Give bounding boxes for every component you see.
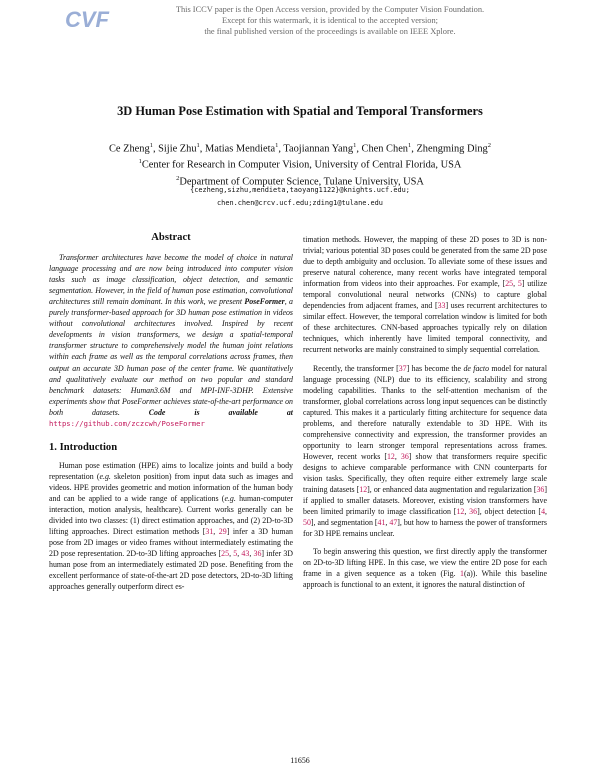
citation-link[interactable]: 41 bbox=[377, 518, 386, 528]
citation-link[interactable]: 47 bbox=[389, 518, 398, 528]
author-affiliation-mark: 1 bbox=[196, 142, 200, 149]
separator: , bbox=[356, 143, 362, 155]
author-affiliation-mark: 1 bbox=[353, 142, 357, 149]
text: ], and segmentation [ bbox=[310, 518, 378, 528]
banner-line: This ICCV paper is the Open Access version, provided by the Computer Vision Foundation. bbox=[175, 5, 485, 14]
citation-link[interactable]: 4 bbox=[541, 507, 546, 517]
introduction-heading: 1. Introduction bbox=[49, 441, 118, 453]
citation-link[interactable]: 37 bbox=[398, 363, 407, 373]
author: Sijie Zhu bbox=[158, 143, 197, 155]
citation-link[interactable]: 12 bbox=[359, 485, 368, 495]
text: To begin answering this question, we first directly apply the transformer on 2D-to-3D lifting HPE. In this case, we view the entire 2D pose for each frame in a given sequence as a token (Fig. bbox=[303, 547, 547, 579]
text: ] infer 3D human pose from an intermediately estimated 2D pose. Benefiting from the excellent performance of state-of-the-art 2D pose detectors, 2D-to-3D lifting approaches generally outperform direct es- bbox=[49, 549, 294, 592]
email-line: chen.chen@crcv.ucf.edu;zding1@tulane.edu bbox=[217, 199, 383, 207]
author-list bbox=[0, 139, 600, 155]
citation-link[interactable]: 5 bbox=[233, 549, 238, 559]
text: , bbox=[229, 549, 234, 559]
abstract-part: , a purely transformer-based approach for 3D human pose estimation in videos without convolutional architectures involved. Inspired by recent developments in vision transformers, we design a spatial-temporal transformer structure to comprehensively model the human joint relations within each frame as well as the temporal correlations across frames, then output an accurate 3D human pose of the center frame. We quantitatively and qualitatively evaluate our method on two popular and standard benchmark datasets: Human3.6M and MPI-INF-3DHP. Extensive experiments show that PoseFormer achieves state-of-the-art performance on both datasets. bbox=[49, 297, 293, 417]
text: ] has become the bbox=[406, 363, 464, 373]
page-number: 11656 bbox=[290, 756, 310, 765]
text: ], but how to harness the power of transformers for 3D HPE remains unclear. bbox=[303, 518, 547, 539]
left-column bbox=[49, 232, 293, 592]
open-access-banner bbox=[130, 4, 530, 37]
text: model for natural language processing (NLP) due to its efficiency, scalability and strong modeling capabilities. Thanks to the self-attention mechanism of the transformer, global correlations across long input sequences can be distinctly captured. This makes it a particularly fitting architecture for sequence data problems, and therefore naturally extendable to 3D HPE. With its comprehensive connectivity and expression, the transformer provides an opportunity to learn stronger temporal representations across frames. However, recent works [ bbox=[303, 363, 548, 461]
separator: , bbox=[278, 143, 284, 155]
text: human-computer interaction, motion analysis, healthcare). Current works generally can be divided into two classes: (1) direct estimation approaches, and (2) 2D-to-3D lifting approaches. Direct estimation methods [ bbox=[49, 493, 294, 537]
citation-link[interactable]: 31 bbox=[205, 527, 214, 537]
text: , bbox=[545, 507, 547, 517]
text: ], or enhanced data augmentation and regularization [ bbox=[367, 485, 537, 495]
right-column bbox=[303, 234, 547, 590]
citation-link[interactable]: 36 bbox=[536, 485, 545, 495]
figure-link[interactable]: 1 bbox=[460, 569, 464, 579]
text: , bbox=[237, 549, 242, 559]
body-paragraph bbox=[303, 546, 547, 590]
text: , bbox=[385, 518, 390, 528]
text: ] if applied to smaller datasets. Moreover, existing vision transformers have been limited primarily to image classification [ bbox=[303, 485, 548, 517]
citation-link[interactable]: 50 bbox=[303, 518, 311, 528]
author-affiliation-mark: 1 bbox=[149, 142, 153, 149]
citation-link[interactable]: 33 bbox=[437, 301, 446, 311]
author: Matias Mendieta bbox=[204, 143, 276, 155]
paper-title: 3D Human Pose Estimation with Spatial and Temporal Transformers bbox=[117, 104, 483, 118]
method-name: PoseFormer bbox=[244, 297, 285, 307]
email-line: {cezheng,sizhu,mendieta,taoyang1122}@knights.ucf.edu; bbox=[190, 186, 410, 194]
citation-link[interactable]: 36 bbox=[253, 549, 262, 559]
author: Zhengming Ding bbox=[416, 143, 488, 155]
author-affiliation-mark: 1 bbox=[408, 142, 412, 149]
citation-link[interactable]: 12 bbox=[456, 507, 465, 517]
author: Chen Chen bbox=[361, 143, 408, 155]
svg-text:CVF: CVF bbox=[65, 7, 109, 31]
intro-paragraph bbox=[49, 460, 293, 593]
text: , bbox=[464, 507, 470, 517]
text: , bbox=[394, 451, 401, 461]
citation-link[interactable]: 36 bbox=[400, 451, 409, 461]
banner-line: Except for this watermark, it is identical to the accepted version; bbox=[221, 16, 439, 25]
affiliation-1 bbox=[0, 155, 600, 171]
text: Human pose estimation (HPE) aims to localize joints and build a body representation ( bbox=[49, 460, 293, 481]
separator: , bbox=[411, 143, 417, 155]
citation-link[interactable]: 25 bbox=[505, 279, 514, 289]
abstract-text bbox=[49, 252, 293, 429]
email-block bbox=[0, 184, 600, 210]
author: Taojiannan Yang bbox=[283, 143, 354, 155]
text: ] utilize temporal convolutional neural networks (CNNs) to capture global dependencies from adjacent frames, and [ bbox=[303, 279, 547, 311]
author: Ce Zheng bbox=[109, 143, 150, 155]
text: Recently, the transformer [ bbox=[313, 363, 399, 373]
citation-link[interactable]: 36 bbox=[469, 507, 478, 517]
affiliation-mark: 1 bbox=[138, 158, 142, 166]
separator: , bbox=[152, 143, 159, 155]
separator: , bbox=[199, 143, 205, 155]
text: , bbox=[249, 549, 254, 559]
text: timation methods. However, the mapping of these 2D poses to 3D is non-trivial; various potential 3D poses could be generated from the same 2D pose due to depth ambiguity and occlusion. To alleviate some of these issues and preserve natural coherence, many recent works have integrated temporal information from videos into their approaches. For example, [ bbox=[303, 235, 547, 289]
text: ] uses recurrent architectures to similar effect. However, the temporal correlation window is limited for both of these architectures. CNN-based approaches typically rely on dilation techniques, which inherently have limited temporal connectivity, and recurrent networks are mainly constrained to simply sequential correlation. bbox=[303, 301, 547, 355]
text: ] show that transformers require specific designs to achieve comparable performance with CNN counterparts for vision tasks. Specifically, they often require either extremely large scale training datasets [ bbox=[303, 451, 547, 495]
text: ], object detection [ bbox=[477, 507, 542, 517]
code-availability: Code is available at bbox=[148, 407, 293, 417]
cvf-logo bbox=[64, 7, 110, 31]
text: , bbox=[513, 279, 518, 289]
code-url-link[interactable]: https://github.com/zczcwh/PoseFormer bbox=[49, 418, 205, 428]
body-paragraph bbox=[303, 234, 547, 356]
text: e.g. bbox=[224, 493, 236, 503]
author-affiliation-mark: 2 bbox=[487, 142, 491, 149]
banner-line: the final published version of the proceedings is available on IEEE Xplore. bbox=[204, 27, 456, 36]
affiliation-mark: 2 bbox=[176, 174, 180, 182]
citation-link[interactable]: 5 bbox=[517, 279, 522, 289]
author-block bbox=[0, 139, 600, 188]
citation-link[interactable]: 29 bbox=[218, 527, 227, 537]
text: skeleton position) from input data such as images and videos. HPE provides geometric and motion information of the human body and can be applied to a wide range of applications ( bbox=[49, 471, 293, 503]
text: , bbox=[213, 527, 219, 537]
author-affiliation-mark: 1 bbox=[275, 142, 279, 149]
citation-link[interactable]: 12 bbox=[386, 451, 395, 461]
text: (a)). While this baseline approach is functional to an extent, it ignores the natural distinction of bbox=[303, 569, 547, 590]
abstract-part: Transformer architectures have become the model of choice in natural language processing and are now being introduced into computer vision tasks such as image classification, object detection, and semantic segmentation. However, in the field of human pose estimation, convolutional architectures still remain dominant. In this work, we present bbox=[49, 253, 293, 307]
abstract-heading: Abstract bbox=[151, 232, 191, 243]
text: ] infer a 3D human pose from 2D images or video frames without intermediately estimating the 2D pose representation. 2D-to-3D lifting approaches [ bbox=[49, 527, 293, 559]
text: de facto bbox=[463, 363, 490, 373]
text: e.g. bbox=[99, 471, 111, 481]
body-paragraph bbox=[303, 363, 547, 540]
affiliation-text: Department of Computer Science, Tulane University, USA bbox=[179, 176, 424, 188]
citation-link[interactable]: 43 bbox=[241, 549, 250, 559]
affiliation-text: Center for Research in Computer Vision, University of Central Florida, USA bbox=[141, 159, 462, 171]
citation-link[interactable]: 25 bbox=[221, 549, 230, 559]
